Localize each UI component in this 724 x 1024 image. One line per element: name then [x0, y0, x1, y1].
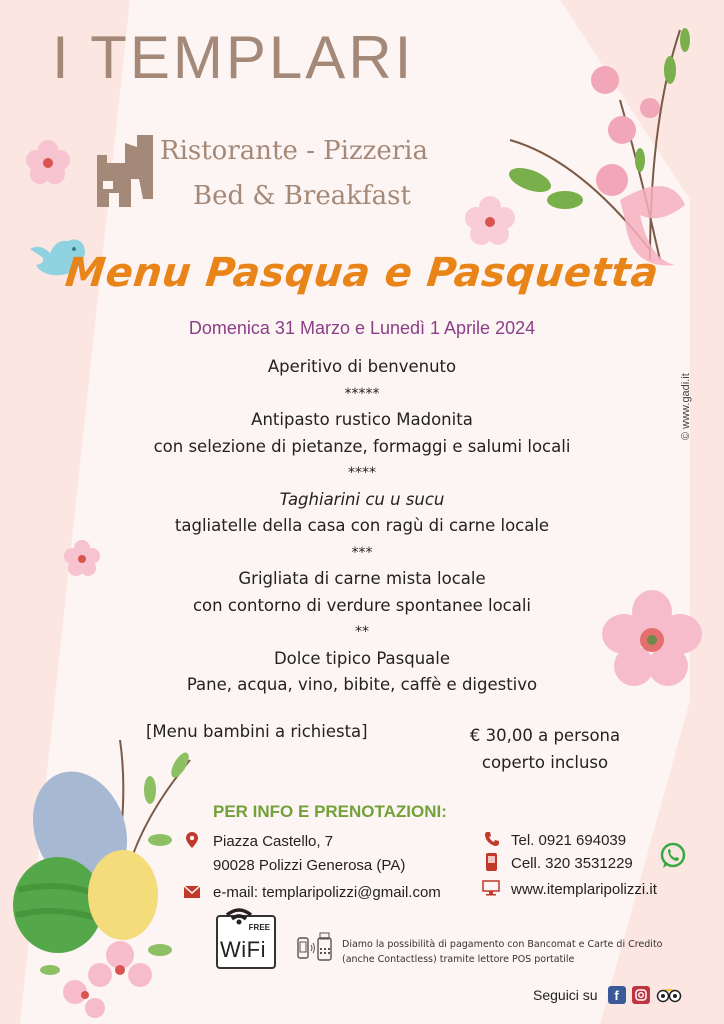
menu-item: Pane, acqua, vino, bibite, caffè e digestivo	[186, 675, 538, 694]
menu-item: tagliatelle della casa con ragù di carne locale	[174, 516, 550, 535]
menu-separator: ***	[351, 544, 373, 561]
castle-logo-icon	[97, 135, 153, 207]
free-wifi-badge	[216, 915, 276, 969]
kids-menu-note: [Menu bambini a richiesta]	[146, 722, 368, 741]
address-line1: Piazza Castello, 7	[213, 833, 334, 850]
website-link[interactable]: www.itemplaripolizzi.it	[511, 881, 657, 898]
menu-item: Dolce tipico Pasquale	[273, 648, 451, 668]
price-note: coperto incluso	[481, 753, 609, 772]
address-line2: 90028 Polizzi Generosa (PA)	[213, 857, 406, 874]
menu-item: Antipasto rustico Madonita	[251, 410, 473, 429]
contactless-pos-icon	[297, 932, 333, 962]
wifi-free-label: FREE	[248, 923, 270, 932]
contacts-heading: PER INFO E PRENOTAZIONI:	[213, 802, 447, 821]
price-block	[440, 722, 650, 776]
menu-item: Grigliata di carne mista locale	[238, 569, 486, 588]
facebook-icon[interactable]: f	[608, 986, 626, 1004]
menu-list	[0, 354, 724, 699]
pos-line2: (anche Contactless) tramite lettore POS portatile	[342, 954, 575, 965]
blossom-decoration-icon	[24, 138, 72, 186]
instagram-icon[interactable]	[632, 986, 650, 1004]
phone-icon	[485, 832, 499, 846]
menu-item: con selezione di pietanze, formaggi e salumi locali	[153, 436, 571, 456]
pos-payment-note	[342, 937, 663, 967]
event-date: Domenica 31 Marzo e Lunedì 1 Aprile 2024	[188, 318, 536, 338]
telephone[interactable]: Tel. 0921 694039	[511, 832, 627, 849]
tripadvisor-icon[interactable]	[656, 987, 682, 1003]
cellphone[interactable]: Cell. 320 3531229	[511, 855, 633, 872]
price: € 30,00 a persona	[469, 726, 621, 745]
location-pin-icon	[186, 832, 198, 848]
menu-item: con contorno di verdure spontanee locali	[192, 595, 532, 615]
follow-us	[533, 986, 682, 1004]
email-envelope-icon	[184, 886, 200, 898]
menu-separator: *****	[344, 385, 380, 402]
subtitle-bed-breakfast: Bed & Breakfast	[193, 181, 411, 211]
menu-item: Taghiarini cu u sucu	[279, 489, 445, 509]
computer-icon	[482, 880, 500, 896]
mobile-phone-icon	[486, 853, 497, 871]
pos-line1: Diamo la possibilità di pagamento con Bancomat e Carte di Credito	[342, 939, 663, 950]
whatsapp-icon[interactable]	[659, 842, 687, 870]
copyright-credit: © www.gadi.it	[680, 373, 692, 440]
email-link[interactable]: e-mail: templaripolizzi@gmail.com	[213, 884, 441, 901]
menu-separator: **	[355, 624, 369, 640]
easter-eggs-decoration	[10, 730, 195, 1020]
wifi-label: WiFi	[220, 937, 266, 962]
menu-separator: ****	[348, 465, 376, 481]
follow-us-label: Seguici su	[533, 987, 598, 1003]
menu-item: Aperitivo di benvenuto	[267, 357, 457, 376]
subtitle-restaurant-pizzeria: Ristorante - Pizzeria	[160, 136, 428, 166]
spring-bouquet-decoration	[500, 20, 700, 280]
restaurant-name: I TEMPLARI	[52, 24, 415, 91]
event-title: Menu Pasqua e Pasquetta	[63, 250, 661, 296]
